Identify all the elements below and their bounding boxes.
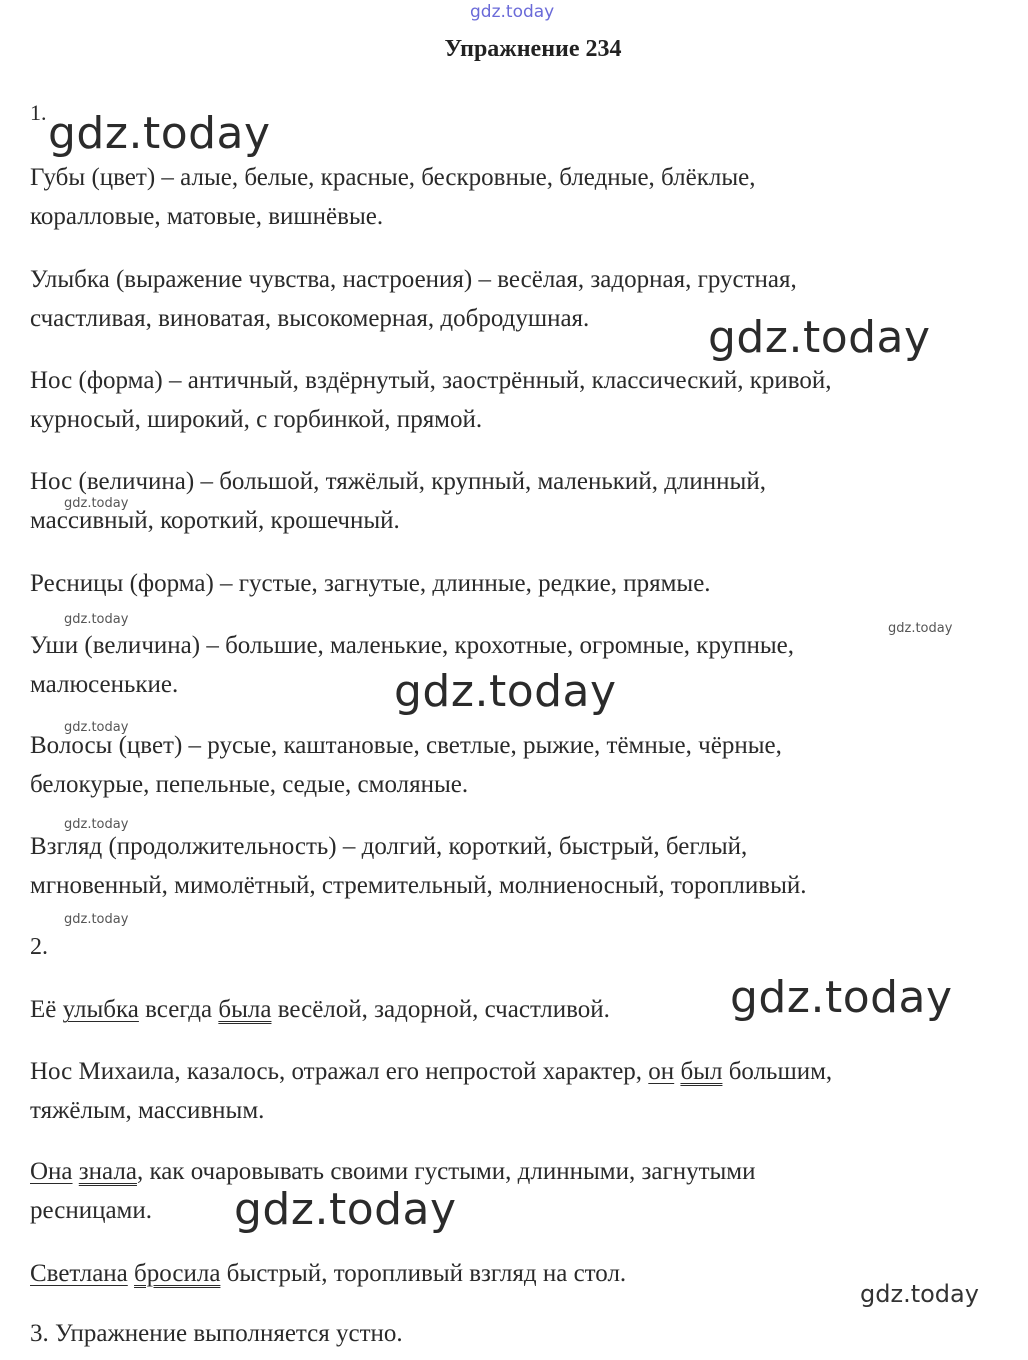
sentence-2 [30,1052,832,1130]
paragraph-nose-size [30,462,766,540]
text-line: 3. Упражнение выполняется устно. [30,1320,403,1347]
text-line: Уши (величина) – большие, маленькие, крохотные, огромные, крупные, [30,632,795,659]
paragraph-ears [30,626,794,704]
watermark-small: gdz.today [64,612,129,627]
watermark-large: gdz.today [708,312,931,363]
sentence-4 [30,1254,626,1293]
sentence-3 [30,1152,756,1230]
text-line: массивный, короткий, крошечный. [30,507,400,534]
watermark-large: gdz.today [234,1184,457,1235]
sentence-1 [30,990,610,1029]
text-line: ресницами. [30,1197,152,1224]
text-line: Взгляд (продолжительность) – долгий, короткий, быстрый, беглый, [30,833,748,860]
text-line: белокурые, пепельные, седые, смоляные. [30,771,469,798]
watermark-small: gdz.today [64,912,129,927]
paragraph-lips [30,158,756,236]
text-line: Волосы (цвет) – русые, каштановые, светлые, рыжие, тёмные, чёрные, [30,732,782,759]
subject: Она [30,1158,73,1185]
text-line [30,990,610,1029]
part-2-number: 2. [30,934,48,960]
part-3-text [30,1314,403,1353]
watermark-small: gdz.today [64,720,129,735]
subject: Светлана [30,1260,128,1287]
text-line: счастливая, виноватая, высокомерная, добродушная. [30,305,590,332]
paragraph-smile [30,260,797,338]
predicate: бросила [134,1260,221,1287]
watermark-small: gdz.today [888,621,953,636]
text-line: курносый, широкий, с горбинкой, прямой. [30,406,483,433]
text-line: Нос (форма) – античный, вздёрнутый, заострённый, классический, кривой, [30,367,832,394]
paragraph-hair [30,726,782,804]
paragraph-nose-shape [30,361,832,439]
text-line: малюсенькие. [30,671,179,698]
text-line: тяжёлым, массивным. [30,1097,265,1124]
text-line: Ресницы (форма) – густые, загнутые, длинные, редкие, прямые. [30,570,711,597]
text-fragment: весёлой, задорной, счастливой. [271,996,610,1023]
text-line [30,1254,626,1293]
subject: он [648,1058,675,1085]
text-fragment: Её [30,996,63,1023]
watermark-large: gdz.today [730,972,953,1023]
text-line [30,1052,832,1091]
text-fragment: всегда [138,996,219,1023]
text-line [30,1152,756,1191]
text-line: Улыбка (выражение чувства, настроения) – весёлая, задорная, грустная, [30,266,797,293]
subject: улыбка [62,996,139,1023]
text-fragment: , как очаровывать своими густыми, длинными, загнутыми [136,1158,756,1185]
watermark-small: gdz.today [64,817,129,832]
text-line: коралловые, матовые, вишнёвые. [30,203,384,230]
text-line: Губы (цвет) – алые, белые, красные, бескровные, бледные, блёклые, [30,164,756,191]
paragraph-eyelashes [30,564,711,603]
watermark-large: gdz.today [48,108,271,159]
text-line: Нос (величина) – большой, тяжёлый, крупный, маленький, длинный, [30,468,766,495]
text-fragment: быстрый, торопливый взгляд на стол. [220,1260,627,1287]
watermark-top: gdz.today [470,2,555,22]
predicate: была [218,996,272,1023]
paragraph-gaze [30,827,807,905]
text-fragment: большим, [722,1058,833,1085]
text-line: мгновенный, мимолётный, стремительный, молниеносный, торопливый. [30,872,807,899]
exercise-title: Упражнение 234 [444,36,622,62]
watermark-medium: gdz.today [860,1280,979,1308]
predicate: знала [78,1158,137,1185]
watermark-large: gdz.today [394,666,617,717]
text-fragment: Нос Михаила, казалось, отражал его непростой характер, [30,1058,649,1085]
predicate: был [680,1058,723,1085]
part-1-number: 1. [30,100,47,125]
watermark-small: gdz.today [64,496,129,511]
